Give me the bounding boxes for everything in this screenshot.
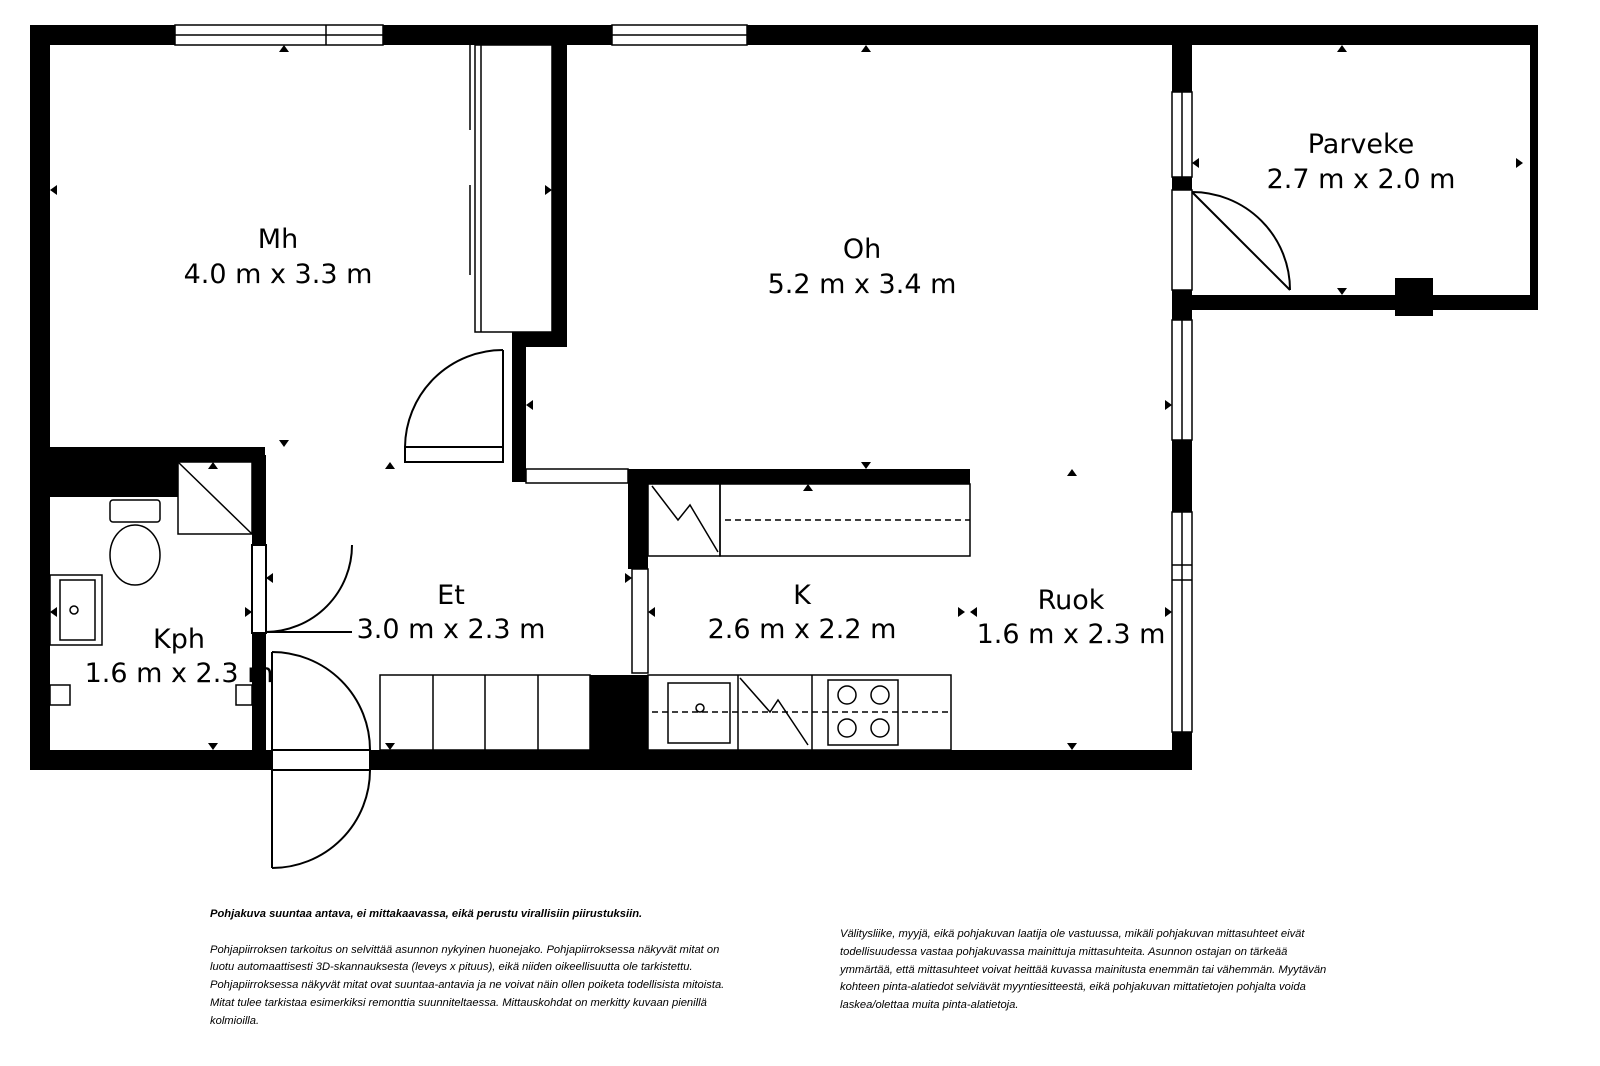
room-kph-name: Kph: [153, 624, 205, 655]
room-parveke-name: Parveke: [1307, 129, 1415, 160]
room-parveke-size: 2.7 m x 2.0 m: [1266, 164, 1456, 195]
room-k-name: K: [793, 580, 811, 611]
room-et-name: Et: [437, 580, 465, 611]
room-ruok-name: Ruok: [1037, 585, 1105, 616]
disclaimer-right-text: Välitysliike, myyjä, eikä pohjakuvan laatija ole vastuussa, mikäli pohjakuvan mittasuhteet eivät todellisuudessa vastaa pohjakuvassa mainittuja mittasuhteita. Asunnon ostajan on tärkeää ymmärtää, että mittasuhteet voivat heittää kuvassa mainitusta enemmän tai vähemmän. Myytävän kohteen pinta-alatiedot selviävät myyntiesitteestä, eikä pohjakuvan mittatietojen pohjalta voida laskea/olettaa muita pinta-alatietoja.: [840, 928, 1327, 1012]
disclaimer-left-text: Pohjapiirroksen tarkoitus on selvittää asunnon nykyinen huonejako. Pohjapiirroksessa näkyvät mitat on luotu automaattisesti 3D-skannauksesta (leveys x pituus), eikä niiden oikeellisuutta ole tarkistettu. Pohjapiirroksessa näkyvät mitat ovat suuntaa-antavia ja ne voivat näin ollen poiketa todellisista mitoista. Mitat tulee tarkistaa esimerkiksi remonttia suunniteltaessa. Mittauskohdat on merkitty kuvaan pienillä kolmioilla.: [210, 943, 725, 1027]
room-kph-size: 1.6 m x 2.3 m: [84, 658, 274, 689]
room-oh-name: Oh: [842, 234, 882, 265]
disclaimer-left: [210, 906, 740, 1048]
room-labels: [85, 129, 1456, 689]
room-mh-name: Mh: [257, 224, 299, 255]
disclaimer-heading: Pohjakuva suuntaa antava, ei mittakaavassa, eikä perustu virallisiin piirustuksiin.: [210, 908, 643, 920]
room-mh-size: 4.0 m x 3.3 m: [183, 259, 373, 290]
room-oh-size: 5.2 m x 3.4 m: [767, 269, 957, 300]
room-ruok-size: 1.6 m x 2.3 m: [976, 619, 1166, 650]
disclaimer-right: [840, 926, 1340, 1033]
room-et-size: 3.0 m x 2.3 m: [356, 614, 546, 645]
room-k-size: 2.6 m x 2.2 m: [707, 614, 897, 645]
